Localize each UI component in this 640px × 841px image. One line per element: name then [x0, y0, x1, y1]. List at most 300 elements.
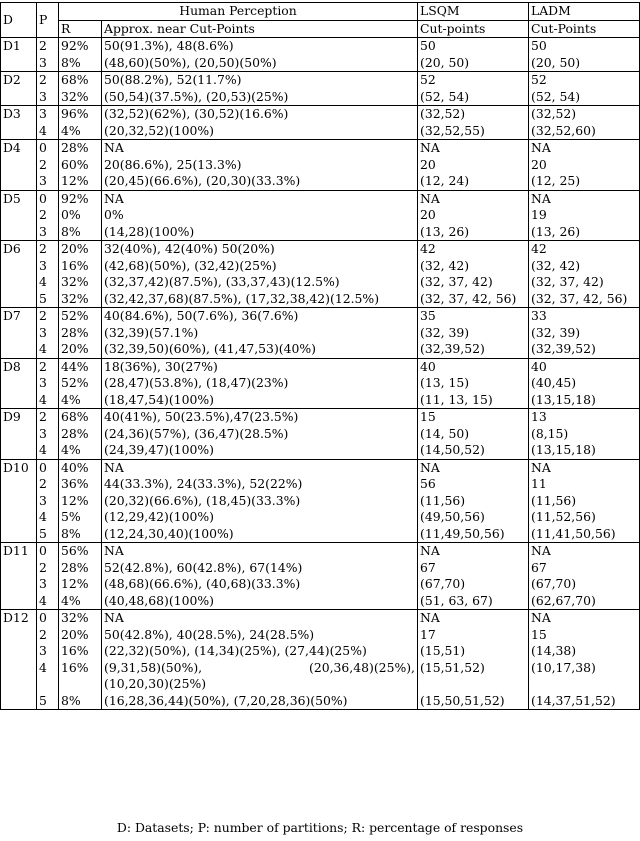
- cell-line: 3: [39, 54, 47, 70]
- cell-line: (52, 54): [420, 88, 470, 104]
- lsqm-cut-points-cell: [418, 190, 529, 241]
- cell-line: 35: [420, 308, 436, 323]
- cell-line: 20%: [61, 241, 89, 256]
- cell-line: 18(36%), 30(27%): [104, 358, 218, 374]
- cell-line: (10,17,38): [531, 659, 596, 675]
- cell-line: 52%: [61, 308, 89, 323]
- cell-line: 50(91.3%), 48(8.6%): [104, 38, 234, 53]
- cell-line: 2: [39, 241, 47, 256]
- approx-cut-points-cell: [102, 241, 418, 308]
- cell-line: (49,50,56): [420, 509, 485, 524]
- cell-line: 96%: [61, 106, 89, 121]
- dataset-name: D11: [1, 543, 37, 610]
- cell-line: 4%: [61, 442, 81, 457]
- cell-line: 12%: [61, 173, 89, 188]
- cell-line: 15: [420, 409, 436, 424]
- cell-line: (32, 37, 42, 56): [531, 290, 628, 306]
- cell-line: 2: [39, 308, 47, 323]
- approx-cut-points-cell: [102, 459, 418, 543]
- ladm-cut-points-cell: [529, 459, 640, 543]
- ladm-cut-points-cell: [529, 358, 640, 409]
- dataset-group: [1, 241, 640, 308]
- cell-line: (14,38): [531, 643, 577, 658]
- cell-line: 32%: [61, 274, 89, 289]
- cell-line: 52%: [61, 375, 89, 390]
- spacer-line: [531, 676, 637, 693]
- cell-line: 2: [39, 626, 47, 642]
- cell-line: (20, 50): [420, 54, 470, 70]
- cell-line: 92%: [61, 190, 89, 206]
- cell-line: 68%: [61, 409, 89, 424]
- cell-line: 50: [531, 38, 547, 53]
- cell-line: 3: [39, 173, 47, 188]
- ladm-cut-points-cell: [529, 241, 640, 308]
- cell-line: 3: [39, 88, 47, 104]
- partitions-cell: [37, 190, 59, 241]
- cell-line: 8%: [61, 525, 81, 541]
- dataset-group: [1, 72, 640, 106]
- cell-line: (11,56): [420, 492, 466, 508]
- partitions-cell: [37, 610, 59, 710]
- response-pct-cell: [59, 610, 102, 710]
- ladm-cut-points-cell: [529, 190, 640, 241]
- cell-line: (62,67,70): [531, 592, 596, 608]
- cell-line: 0: [39, 190, 47, 206]
- cell-line: 8%: [61, 223, 81, 239]
- cell-line: 4: [39, 442, 47, 457]
- cell-line: 13: [531, 409, 547, 424]
- partitions-cell: [37, 38, 59, 72]
- header-partitions: P: [37, 3, 59, 38]
- table-body: [1, 38, 640, 710]
- response-pct-cell: [59, 308, 102, 359]
- partitions-cell: [37, 140, 59, 191]
- cell-line: 4: [39, 341, 47, 356]
- cell-line: 3: [39, 106, 47, 121]
- cell-line: 42: [420, 241, 436, 256]
- cell-line: 20: [420, 207, 436, 222]
- response-pct-cell: [59, 459, 102, 543]
- cell-line: 40: [420, 358, 436, 374]
- cell-line: 4: [39, 122, 47, 138]
- cell-line: NA: [420, 543, 440, 558]
- cell-line: (40,48,68)(100%): [104, 592, 214, 608]
- cell-line: (13,15,18): [531, 442, 596, 457]
- cell-line: (52, 54): [531, 88, 581, 104]
- cell-line: 32(40%), 42(40%) 50(20%): [104, 241, 275, 256]
- cell-line: 52(42.8%), 60(42.8%), 67(14%): [104, 559, 303, 575]
- cell-line: 42: [531, 241, 547, 256]
- cell-line: (11,56): [531, 492, 577, 508]
- dataset-group: [1, 38, 640, 72]
- cell-line: 28%: [61, 324, 89, 340]
- response-pct-cell: [59, 106, 102, 140]
- cell-line: 92%: [61, 38, 89, 53]
- cell-line: 16%: [61, 257, 89, 273]
- cell-line: 12%: [61, 492, 89, 508]
- cell-line: (13,15,18): [531, 391, 596, 407]
- cell-line: 40%: [61, 459, 89, 475]
- ladm-cut-points-cell: [529, 543, 640, 610]
- ladm-cut-points-cell: [529, 610, 640, 710]
- dataset-name: D9: [1, 409, 37, 460]
- cell-line: (15,50,51,52): [420, 692, 505, 708]
- response-pct-cell: [59, 140, 102, 191]
- cell-line: 16%: [61, 659, 89, 675]
- cell-line: 4%: [61, 122, 81, 138]
- lsqm-cut-points-cell: [418, 610, 529, 710]
- lsqm-cut-points-cell: [418, 308, 529, 359]
- cell-line: 0: [39, 610, 47, 625]
- cell-line: (32, 42): [420, 257, 470, 273]
- cell-line: 4: [39, 592, 47, 608]
- cell-line: (50,54)(37.5%), (20,53)(25%): [104, 88, 289, 104]
- header-ladm-cut-points: Cut-Points: [529, 20, 640, 38]
- dataset-name: D5: [1, 190, 37, 241]
- cell-line: (32, 37, 42, 56): [420, 290, 517, 306]
- cell-line: 2: [39, 559, 47, 575]
- table-caption: D: Datasets; P: number of partitions; R: percentage of responses: [116, 820, 524, 835]
- cell-line: (14,50,52): [420, 442, 485, 457]
- cell-line: 3: [39, 375, 47, 390]
- cell-line: (11,49,50,56): [420, 525, 505, 541]
- cell-line: 20(86.6%), 25(13.3%): [104, 156, 242, 172]
- lsqm-cut-points-cell: [418, 241, 529, 308]
- lsqm-cut-points-cell: [418, 409, 529, 460]
- cell-line: 3: [39, 257, 47, 273]
- approx-cut-points-cell: [102, 308, 418, 359]
- cell-line: 56: [420, 476, 436, 491]
- cell-line: 4: [39, 391, 47, 407]
- cell-line: (24,39,47)(100%): [104, 442, 214, 457]
- response-pct-cell: [59, 38, 102, 72]
- cell-line: 52: [531, 72, 547, 87]
- partitions-cell: [37, 409, 59, 460]
- cell-line: 2: [39, 72, 47, 87]
- cell-line: 12%: [61, 576, 89, 591]
- cell-line: NA: [104, 610, 124, 625]
- partitions-cell: [37, 241, 59, 308]
- cell-line: (8,15): [531, 425, 569, 441]
- cell-line: (15,51,52): [420, 659, 485, 675]
- header-row-1: [1, 3, 640, 21]
- header-dataset: D: [1, 3, 37, 38]
- cell-line: 16%: [61, 643, 89, 658]
- cell-line: (32,52): [420, 106, 466, 121]
- cell-line: (13, 26): [420, 223, 470, 239]
- partitions-cell: [37, 459, 59, 543]
- cell-line: (67,70): [420, 576, 466, 591]
- cell-line: NA: [420, 610, 440, 625]
- cell-line: 50(42.8%), 40(28.5%), 24(28.5%): [104, 626, 315, 642]
- cell-line: NA: [420, 459, 440, 475]
- cell-line: 20: [420, 156, 436, 172]
- cell-line: (28,47)(53.8%), (18,47)(23%): [104, 375, 289, 390]
- cell-line: 2: [39, 476, 47, 491]
- dataset-group: [1, 459, 640, 543]
- cell-line: (32,39)(57.1%): [104, 324, 199, 340]
- cell-line: 28%: [61, 140, 89, 155]
- cell-line: 2: [39, 156, 47, 172]
- spacer-line: [61, 676, 99, 693]
- cell-line: (22,32)(50%), (14,34)(25%), (27,44)(25%): [104, 643, 367, 658]
- cell-line: (42,68)(50%), (32,42)(25%): [104, 257, 277, 273]
- partitions-cell: [37, 358, 59, 409]
- cell-line: (32, 37, 42): [531, 274, 604, 289]
- cell-line: 2: [39, 358, 47, 374]
- dataset-name: D8: [1, 358, 37, 409]
- cell-line: 2: [39, 409, 47, 424]
- cell-line: (32,52)(62%), (30,52)(16.6%): [104, 106, 289, 121]
- lsqm-cut-points-cell: [418, 106, 529, 140]
- dataset-group: [1, 106, 640, 140]
- cell-line: (18,47,54)(100%): [104, 391, 214, 407]
- header-response-pct: R: [59, 20, 102, 38]
- cell-line: 3: [39, 223, 47, 239]
- cell-line: 5: [39, 525, 47, 541]
- cell-line: 3: [39, 492, 47, 508]
- ladm-cut-points-cell: [529, 38, 640, 72]
- cell-line: (15,51): [420, 643, 466, 658]
- header-lsqm-cut-points: Cut-points: [418, 20, 529, 38]
- header-human-perception: Human Perception: [59, 3, 418, 21]
- cell-line: 40(84.6%), 50(7.6%), 36(7.6%): [104, 308, 299, 323]
- cell-line: (12, 25): [531, 173, 581, 188]
- response-pct-cell: [59, 190, 102, 241]
- cell-line: (24,36)(57%), (36,47)(28.5%): [104, 425, 289, 441]
- cell-line: NA: [531, 459, 551, 475]
- cell-line: (48,60)(50%), (20,50)(50%): [104, 54, 277, 70]
- cell-line: 44(33.3%), 24(33.3%), 52(22%): [104, 476, 303, 491]
- dataset-name: D2: [1, 72, 37, 106]
- cell-line: 52: [420, 72, 436, 87]
- partitions-cell: [37, 543, 59, 610]
- dataset-name: D6: [1, 241, 37, 308]
- cell-line: 5%: [61, 509, 81, 524]
- cell-line: (32,37,42)(87.5%), (33,37,43)(12.5%): [104, 274, 340, 289]
- cell-line: (32,42,37,68)(87.5%), (17,32,38,42)(12.5%): [104, 290, 380, 306]
- lsqm-cut-points-cell: [418, 140, 529, 191]
- cell-line: (32,52,60): [531, 122, 596, 138]
- cell-line: 4: [39, 509, 47, 524]
- cell-line: (51, 63, 67): [420, 592, 493, 608]
- cell-line: 33: [531, 308, 547, 323]
- dataset-group: [1, 409, 640, 460]
- cell-line: 44%: [61, 358, 89, 374]
- lsqm-cut-points-cell: [418, 358, 529, 409]
- cell-line: 28%: [61, 559, 89, 575]
- partitions-cell: [37, 308, 59, 359]
- header-lsqm: LSQM: [418, 3, 529, 21]
- cell-line: (11,41,50,56): [531, 525, 616, 541]
- cell-line: NA: [420, 190, 440, 206]
- dataset-name: D7: [1, 308, 37, 359]
- cell-line: 0%: [104, 207, 124, 222]
- ladm-cut-points-cell: [529, 140, 640, 191]
- cell-line: (32,39,52): [420, 341, 485, 356]
- cell-line: 4: [39, 274, 47, 289]
- cell-line: 17: [420, 626, 436, 642]
- dataset-name: D3: [1, 106, 37, 140]
- cell-line: 19: [531, 207, 547, 222]
- cell-line: (32,52): [531, 106, 577, 121]
- cell-line: 56%: [61, 543, 89, 558]
- dataset-name: D1: [1, 38, 37, 72]
- cell-line: 50: [420, 38, 436, 53]
- cell-line: 15: [531, 626, 547, 642]
- response-pct-cell: [59, 409, 102, 460]
- cell-line: 28%: [61, 425, 89, 441]
- cell-line: NA: [531, 190, 551, 206]
- cell-line: (14,37,51,52): [531, 692, 616, 708]
- cell-line: 3: [39, 643, 47, 658]
- cell-line: (20,45)(66.6%), (20,30)(33.3%): [104, 173, 301, 188]
- partitions-cell: [37, 106, 59, 140]
- header-row-2: [1, 20, 640, 38]
- cell-line: NA: [531, 140, 551, 155]
- approx-part: (10,20,30)(25%): [104, 676, 207, 691]
- lsqm-cut-points-cell: [418, 72, 529, 106]
- approx-cut-points-cell: [102, 72, 418, 106]
- approx-wrapped-line: [104, 660, 415, 677]
- dataset-group: [1, 190, 640, 241]
- approx-cut-points-cell: [102, 409, 418, 460]
- perception-table: [0, 2, 640, 710]
- response-pct-cell: [59, 72, 102, 106]
- cell-line: (67,70): [531, 576, 577, 591]
- cell-line: 8%: [61, 692, 81, 708]
- response-pct-cell: [59, 543, 102, 610]
- approx-cut-points-cell: [102, 190, 418, 241]
- cell-line: (16,28,36,44)(50%), (7,20,28,36)(50%): [104, 692, 348, 708]
- ladm-cut-points-cell: [529, 308, 640, 359]
- spacer-line: [420, 676, 526, 693]
- cell-line: 20: [531, 156, 547, 172]
- cell-line: NA: [104, 140, 124, 155]
- dataset-group: [1, 610, 640, 710]
- cell-line: NA: [104, 190, 124, 206]
- cell-line: 4%: [61, 391, 81, 407]
- cell-line: 3: [39, 576, 47, 591]
- approx-cut-points-cell: [102, 106, 418, 140]
- cell-line: 67: [531, 559, 547, 575]
- approx-cut-points-cell: [102, 38, 418, 72]
- cell-line: (20, 50): [531, 54, 581, 70]
- cell-line: NA: [420, 140, 440, 155]
- cell-line: (20,32,52)(100%): [104, 122, 214, 138]
- cell-line: 0: [39, 140, 47, 155]
- cell-line: 8%: [61, 54, 81, 70]
- ladm-cut-points-cell: [529, 106, 640, 140]
- cell-line: (40,45): [531, 375, 577, 390]
- approx-cut-points-cell: [102, 610, 418, 710]
- header-approx-cut-points: Approx. near Cut-Points: [102, 20, 418, 38]
- cell-line: (11,52,56): [531, 509, 596, 524]
- dataset-group: [1, 308, 640, 359]
- cell-line: 36%: [61, 476, 89, 491]
- dataset-group: [1, 358, 640, 409]
- cell-line: (32,39,52): [531, 341, 596, 356]
- dataset-name: D10: [1, 459, 37, 543]
- cell-line: 0: [39, 543, 47, 558]
- cell-line: NA: [531, 610, 551, 625]
- lsqm-cut-points-cell: [418, 543, 529, 610]
- cell-line: (32, 42): [531, 257, 581, 273]
- cell-line: 5: [39, 692, 47, 708]
- dataset-name: D4: [1, 140, 37, 191]
- cell-line: 5: [39, 290, 47, 306]
- cell-line: 50(88.2%), 52(11.7%): [104, 72, 242, 87]
- approx-cut-points-cell: [102, 140, 418, 191]
- response-pct-cell: [59, 241, 102, 308]
- cell-line: 0: [39, 459, 47, 475]
- cell-line: 40(41%), 50(23.5%),47(23.5%): [104, 409, 299, 424]
- cell-line: (32,52,55): [420, 122, 485, 138]
- header-ladm: LADM: [529, 3, 640, 21]
- cell-line: 4: [39, 659, 47, 675]
- approx-part: (20,36,48)(25%),: [309, 659, 415, 675]
- cell-line: 4%: [61, 592, 81, 608]
- approx-cut-points-cell: [102, 358, 418, 409]
- cell-line: (32, 39): [420, 324, 470, 340]
- cell-line: 3: [39, 425, 47, 441]
- cell-line: NA: [104, 543, 124, 558]
- cell-line: 2: [39, 38, 47, 53]
- cell-line: 32%: [61, 290, 89, 306]
- ladm-cut-points-cell: [529, 409, 640, 460]
- cell-line: (20,32)(66.6%), (18,45)(33.3%): [104, 492, 301, 508]
- cell-line: (12, 24): [420, 173, 470, 188]
- cell-line: 68%: [61, 72, 89, 87]
- lsqm-cut-points-cell: [418, 38, 529, 72]
- cell-line: (13, 26): [531, 223, 581, 239]
- cell-line: (32,39,50)(60%), (41,47,53)(40%): [104, 341, 316, 356]
- cell-line: 0%: [61, 207, 81, 222]
- lsqm-cut-points-cell: [418, 459, 529, 543]
- cell-line: (32, 37, 42): [420, 274, 493, 289]
- cell-line: (13, 15): [420, 375, 470, 390]
- cell-line: (12,29,42)(100%): [104, 509, 214, 524]
- dataset-name: D12: [1, 610, 37, 710]
- cell-line: 3: [39, 324, 47, 340]
- cell-line: 20%: [61, 626, 89, 642]
- cell-line: 11: [531, 476, 547, 491]
- spacer-line: [39, 676, 56, 693]
- dataset-group: [1, 543, 640, 610]
- cell-line: 40: [531, 358, 547, 374]
- dataset-group: [1, 140, 640, 191]
- cell-line: 60%: [61, 156, 89, 172]
- cell-line: 2: [39, 207, 47, 222]
- cell-line: (32, 39): [531, 324, 581, 340]
- approx-part: (9,31,58)(50%),: [104, 659, 203, 675]
- cell-line: 32%: [61, 88, 89, 104]
- ladm-cut-points-cell: [529, 72, 640, 106]
- cell-line: 67: [420, 559, 436, 575]
- cell-line: NA: [531, 543, 551, 558]
- cell-line: NA: [104, 459, 124, 475]
- partitions-cell: [37, 72, 59, 106]
- cell-line: 32%: [61, 610, 89, 625]
- cell-line: (12,24,30,40)(100%): [104, 525, 234, 541]
- cell-line: (14,28)(100%): [104, 223, 195, 239]
- response-pct-cell: [59, 358, 102, 409]
- cell-line: (48,68)(66.6%), (40,68)(33.3%): [104, 576, 301, 591]
- cell-line: (11, 13, 15): [420, 391, 493, 407]
- approx-cut-points-cell: [102, 543, 418, 610]
- cell-line: 20%: [61, 341, 89, 356]
- cell-line: (14, 50): [420, 425, 470, 441]
